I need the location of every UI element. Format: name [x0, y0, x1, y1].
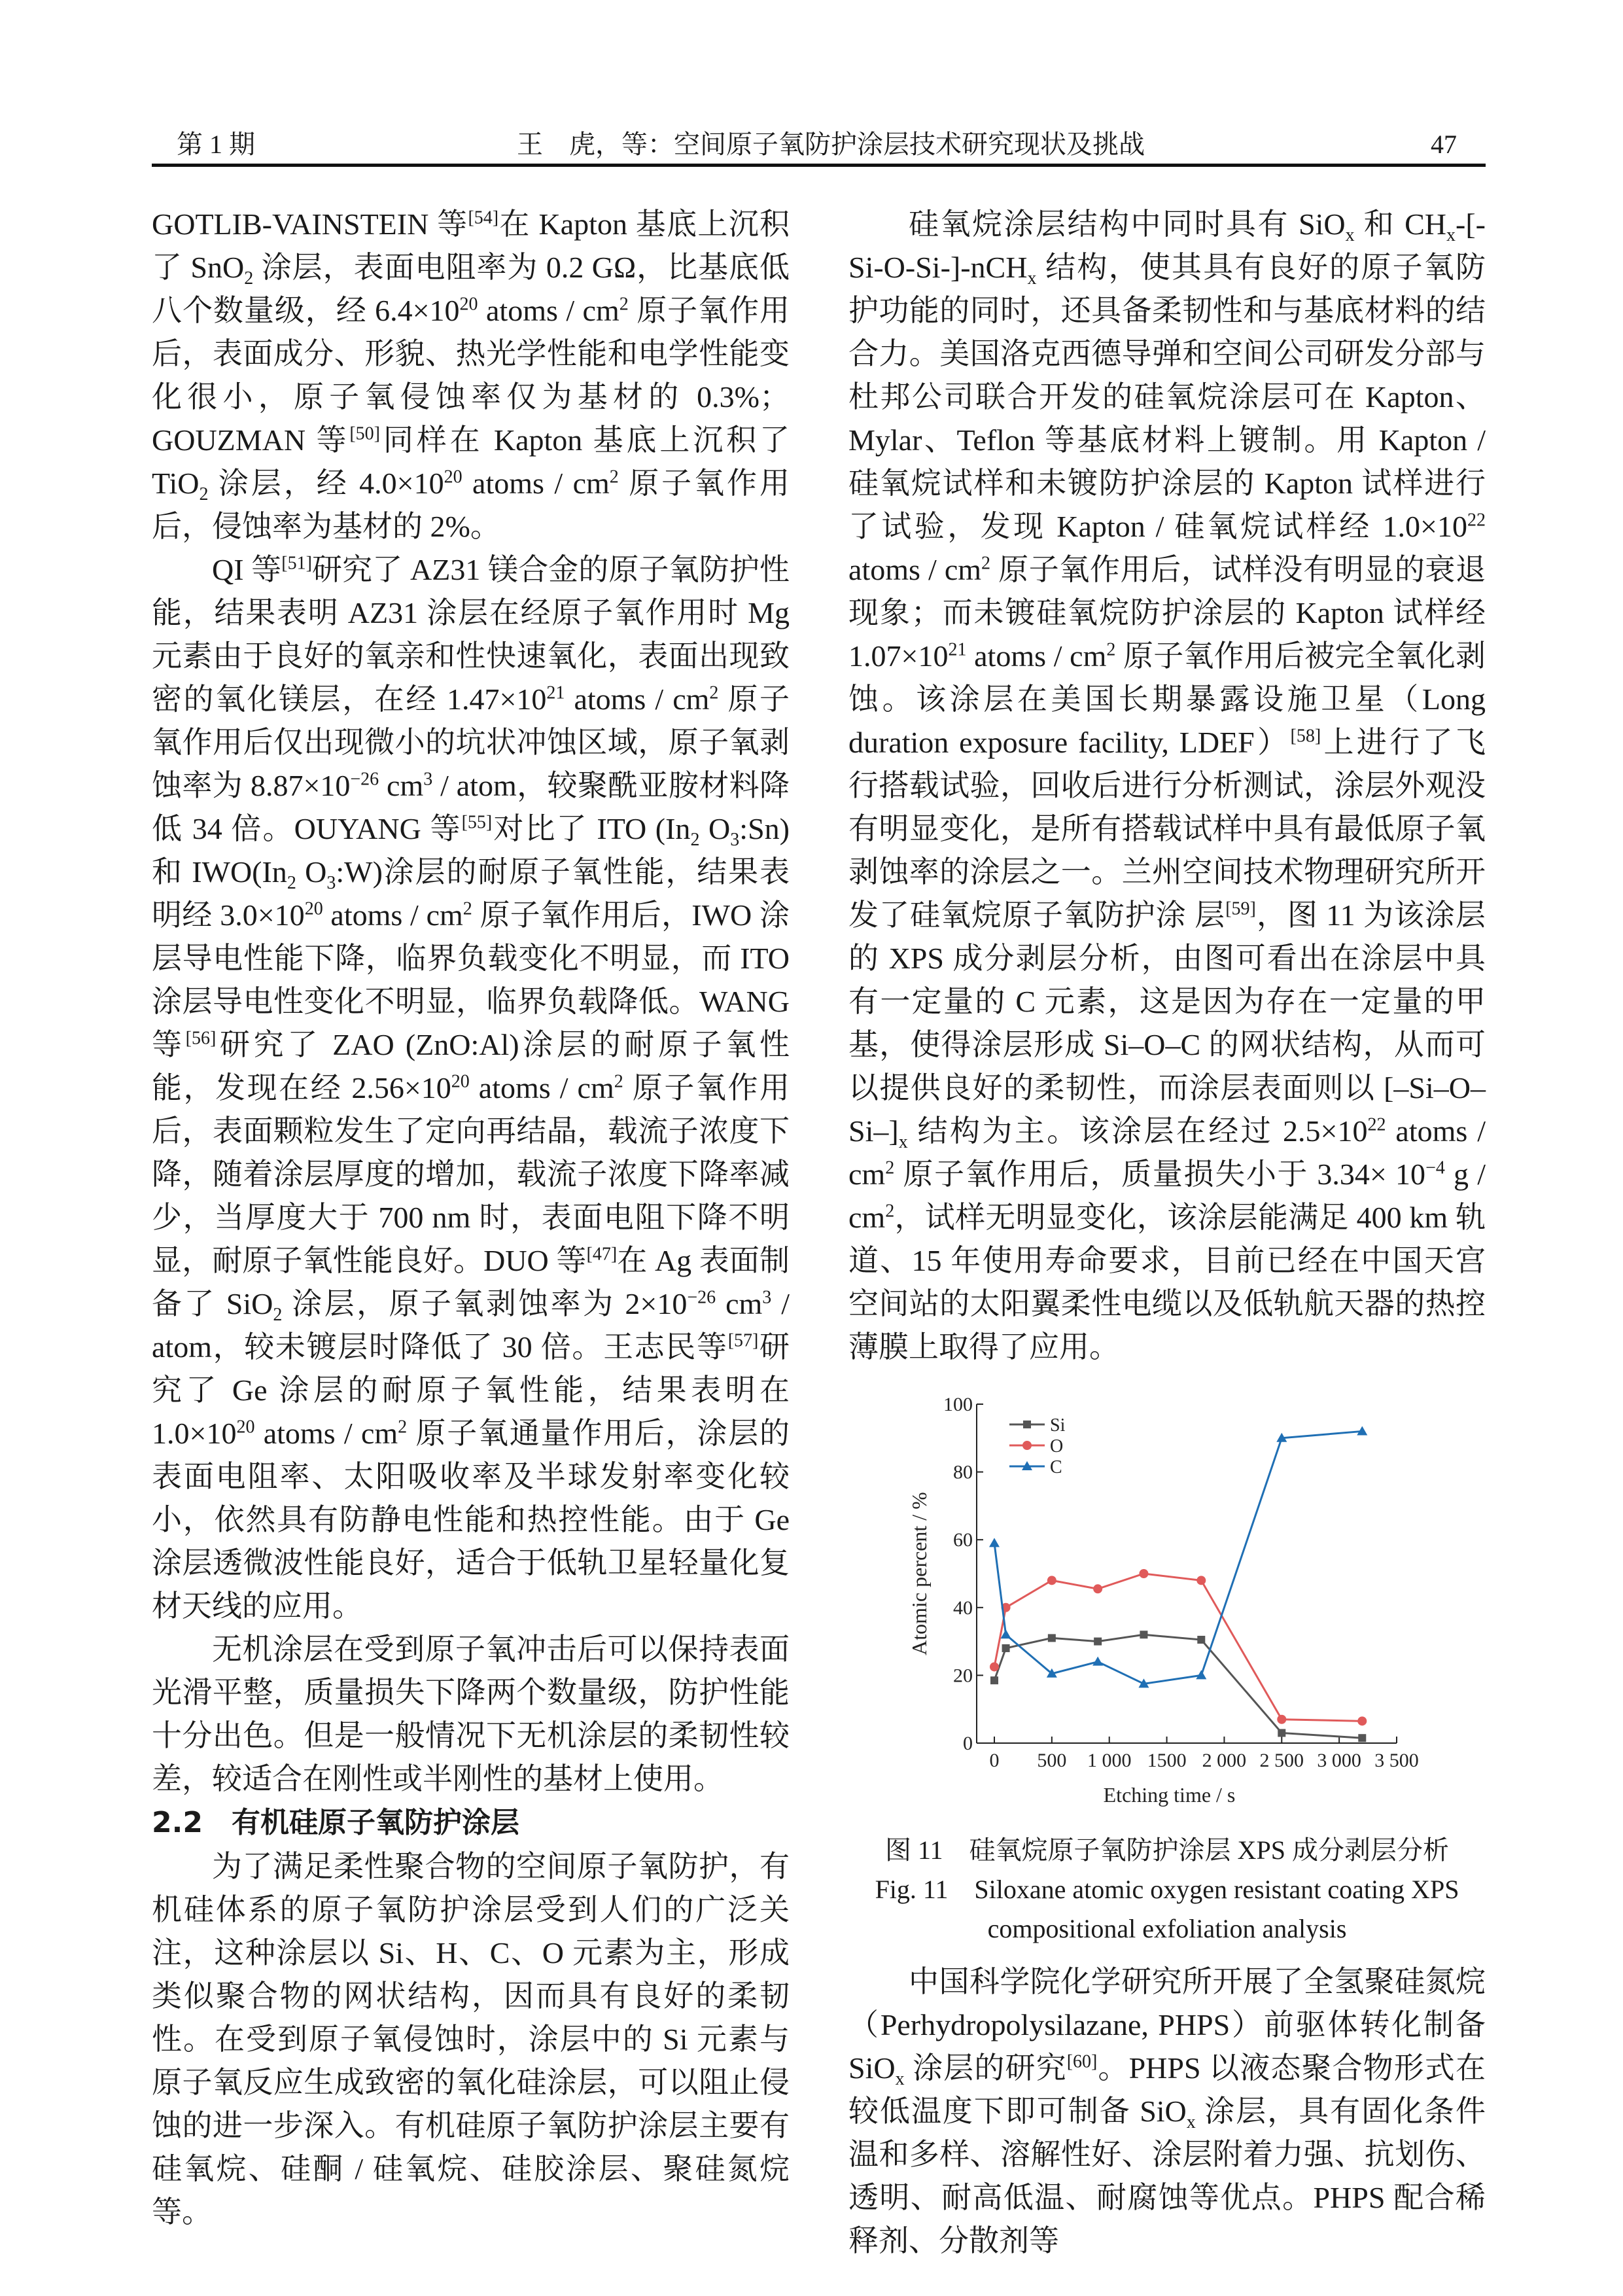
subscript: x	[895, 2069, 905, 2090]
legend-label-o: O	[1050, 1436, 1064, 1457]
superscript: [54]	[468, 207, 499, 228]
data-point-si	[1358, 1734, 1366, 1742]
legend-label-c: C	[1050, 1457, 1062, 1477]
right-column	[848, 203, 1486, 2263]
legend-marker-o	[1022, 1441, 1032, 1450]
y-tick-label: 60	[953, 1529, 973, 1551]
data-point-si	[1002, 1644, 1010, 1652]
superscript: −26	[687, 1287, 716, 1308]
data-point-o	[1357, 1716, 1367, 1725]
superscript: 2	[709, 682, 719, 703]
superscript: 22	[1367, 1114, 1386, 1135]
superscript: −26	[350, 769, 379, 790]
superscript: 2	[1106, 639, 1116, 660]
subscript: x	[1446, 225, 1456, 246]
superscript: [60]	[1066, 2051, 1098, 2072]
superscript: [56]	[185, 1028, 217, 1049]
superscript: 2	[981, 553, 991, 574]
data-point-o	[1047, 1576, 1056, 1585]
data-point-si	[1140, 1631, 1147, 1638]
data-point-si	[1048, 1634, 1056, 1642]
superscript: [59]	[1225, 898, 1256, 919]
x-tick-label: 0	[989, 1750, 1000, 1771]
y-tick-label: 0	[963, 1733, 973, 1754]
journal-issue: 第 1 期	[177, 130, 255, 159]
subscript: 2	[690, 830, 700, 851]
superscript: [50]	[349, 423, 380, 444]
superscript: [47]	[586, 1244, 618, 1265]
subscript: x	[1186, 2112, 1196, 2133]
data-point-c	[1196, 1670, 1206, 1679]
series-line-si	[994, 1634, 1362, 1738]
x-tick-label: 1500	[1147, 1750, 1187, 1771]
superscript: 2	[885, 1157, 895, 1178]
y-axis-title: Atomic percent / %	[907, 1492, 931, 1655]
paragraph-2: QI 等[51]研究了 AZ31 镁合金的原子氧防护性能，结果表明 AZ31 涂层在经原子氧作用时 Mg 元素由于良好的氧亲和性快速氧化，表面出现致密的氧化镁层，在经 $1.47\times 10^{21}$ atoms / $cm^2$ 原子氧作用后仅出现微小的坑状冲蚀区域，原子氧剥蚀率为 $8.87\times 10^{-26}$ $cm^3$ / atom，较聚酰亚胺材料降低 34 倍。OUYANG 等[55]对比了 ITO ($In_2$ $O_3:Sn$)和 $IWO(In_2$ $O_3:W$)涂层的耐原子氧性能，结果表明经 $3.0\times 10^{20}$ atoms / $cm^2$ 原子氧作用后，IWO 涂层导电性能下降，临界负载变化不明显，而 ITO 涂层导电性变化不明显，临界负载降低。WANG 等[56]研究了 ZAO (ZnO:Al)涂层的耐原子氧性能，发现在经 $2.56\times 10^{20}$ atoms / $cm^2$ 原子氧作用后，表面颗粒发生了定向再结晶，载流子浓度下降，随着涂层厚度的增加，载流子浓度下降率减少，当厚度大于 700 nm 时，表面电阻下降不明显，耐原子氧性能良好。DUO 等[47]在 Ag 表面制备了 SiO$_2$ 涂层，原子氧剥蚀率为 $2\times 10^{-26}$ $cm^3$ / atom，较未镀层时降低了 30 倍。王志民等[57]研究了 Ge 涂层的耐原子氧性能，结果表明在 $1.0\times 10^{20}$ atoms / $cm^2$ 原子氧通量作用后，涂层的表面电阻率、太阳吸收率及半球发射率变化较小，依然具有防静电性能和热控性能。由于 Ge 涂层透微波性能良好，适合于低轨卫星轻量化复材天线的应用。	[152, 553, 790, 1623]
data-point-o	[1196, 1576, 1206, 1585]
x-tick-label: 3 500	[1374, 1750, 1419, 1771]
superscript: 2	[462, 898, 472, 919]
data-point-o	[1093, 1584, 1102, 1593]
data-point-c	[1092, 1657, 1103, 1666]
x-tick-label: 3 000	[1317, 1750, 1361, 1771]
subscript: 2	[287, 873, 296, 894]
xps-depth-profile-chart	[903, 1382, 1439, 1827]
subscript: 2	[199, 484, 209, 505]
superscript: −4	[1425, 1157, 1445, 1178]
x-tick-label: 2 000	[1202, 1750, 1247, 1771]
superscript: 3	[762, 1287, 772, 1308]
legend-marker-si	[1023, 1421, 1031, 1428]
data-point-si	[1094, 1638, 1102, 1646]
superscript: [51]	[281, 553, 312, 574]
superscript: 2	[619, 294, 629, 315]
superscript: 2	[614, 1071, 623, 1092]
y-tick-label: 20	[953, 1665, 973, 1687]
y-tick-label: 40	[953, 1597, 973, 1619]
superscript: 3	[423, 769, 433, 790]
superscript: [55]	[461, 812, 493, 833]
figure-caption-en-1: Fig. 11 Siloxane atomic oxygen resistant coating XPS	[875, 1875, 1459, 1904]
subscript: x	[1027, 268, 1037, 289]
header-rule	[152, 164, 1486, 167]
subscript: x	[1345, 225, 1355, 246]
subscript: 3	[326, 873, 336, 894]
legend-label-si: Si	[1050, 1415, 1066, 1436]
section-heading: 2.2 有机硅原子氧防护涂层	[152, 1806, 519, 1839]
figure-caption-en-2: compositional exfoliation analysis	[987, 1914, 1347, 1943]
subscript: 3	[730, 830, 740, 851]
superscript: 20	[236, 1417, 255, 1438]
data-point-si	[990, 1676, 998, 1684]
superscript: [58]	[1290, 726, 1321, 747]
running-title: 王 虎，等：空间原子氧防护涂层技术研究现状及挑战	[517, 130, 1145, 159]
superscript: 20	[304, 898, 323, 919]
x-axis-title: Etching time / s	[1103, 1783, 1236, 1807]
paragraph-1: GOTLIB-VAINSTEIN 等[54]在 Kapton 基底上沉积了 SnO$_2$ 涂层，表面电阻率为 0.2 GΩ，比基底低八个数量级，经 $6.4\times 10^{20}$ atoms / $cm^2$ 原子氧作用后，表面成分、形貌、热光学性能和电学性能变化很小，原子氧侵蚀率仅为基材的 0.3%；GOUZMAN 等[50]同样在 Kapton 基底上沉积了 TiO$_2$ 涂层，经 $4.0\times 10^{20}$ atoms / $cm^2$ 原子氧作用后，侵蚀率为基材的 2%。	[152, 207, 790, 543]
paragraph-3: 无机涂层在受到原子氧冲击后可以保持表面光滑平整，质量损失下降两个数量级，防护性能十分出色。但是一般情况下无机涂层的柔韧性较差，较适合在刚性或半刚性的基材上使用。	[152, 1633, 790, 1795]
y-tick-label: 80	[953, 1461, 973, 1483]
data-point-o	[1277, 1715, 1286, 1724]
superscript: 21	[948, 639, 967, 660]
superscript: 20	[451, 1071, 470, 1092]
series-line-o	[994, 1574, 1362, 1721]
superscript: 20	[459, 294, 478, 315]
data-point-si	[1278, 1729, 1285, 1737]
y-tick-label: 100	[943, 1394, 973, 1415]
paragraph-6: 中国科学院化学研究所开展了全氢聚硅氮烷（Perhydropolysilazane, PHPS）前驱体转化制备 SiO$_x$ 涂层的研究[60]。PHPS 以液态聚合物形式在较低温度下即可制备 SiO$_x$ 涂层，具有固化条件温和多样、溶解性好、涂层附着力强、抗划伤、透明、耐高低温、耐腐蚀等优点。PHPS 配合稀释剂、分散剂等	[848, 1965, 1486, 2257]
paragraph-4: 为了满足柔性聚合物的空间原子氧防护，有机硅体系的原子氧防护涂层受到人们的广泛关注，这种涂层以 Si、H、C、O 元素为主，形成类似聚合物的网状结构，因而具有良好的柔韧性。在受到原子氧侵蚀时，涂层中的 Si 元素与原子氧反应生成致密的氧化硅涂层，可以阻止侵蚀的进一步深入。有机硅原子氧防护涂层主要有硅氧烷、硅酮 / 硅氧烷、硅胶涂层、聚硅氮烷等。	[152, 1850, 790, 2229]
x-tick-label: 1 000	[1087, 1750, 1132, 1771]
figure-caption-cn: 图 11 硅氧烷原子氧防护涂层 XPS 成分剥层分析	[885, 1835, 1449, 1865]
subscript: 2	[273, 1305, 283, 1326]
superscript: 20	[444, 467, 462, 487]
superscript: 2	[885, 1201, 895, 1222]
x-tick-label: 2 500	[1259, 1750, 1304, 1771]
subscript: 2	[244, 268, 254, 289]
superscript: 22	[1467, 510, 1486, 531]
page-number: 47	[1431, 130, 1457, 159]
paragraph-5: 硅氧烷涂层结构中同时具有 SiO$_x$ 和 $CH_x-[-Si-O-Si-]-nCH_x$ 结构，使其具有良好的原子氧防护功能的同时，还具备柔韧性和与基底材料的结合力。美国洛克西德导弹和空间公司研发分部与杜邦公司联合开发的硅氧烷涂层可在 Kapton、Mylar、Teflon 等基底材料上镀制。用 Kapton / 硅氧烷试样和未镀防护涂层的 Kapton 试样进行了试验，发现 Kapton / 硅氧烷试样经 $1.0\times 10^{22}$ atoms / $cm^2$ 原子氧作用后，试样没有明显的衰退现象；而未镀硅氧烷防护涂层的 Kapton 试样经 $1.07\times 10^{21}$ atoms / $cm^2$ 原子氧作用后被完全氧化剥蚀。该涂层在美国长期暴露设施卫星（Long duration exposure facility, LDEF）[58]上进行了飞行搭载试验，回收后进行分析测试，涂层外观没有明显变化，是所有搭载试样中具有最低原子氧剥蚀率的涂层之一。兰州空间技术物理研究所开发了硅氧烷原子氧防护涂 层[59]，图 11 为该涂层的 XPS 成分剥层分析，由图可看出在涂层中具有一定量的 C 元素，这是因为存在一定量的甲基，使得涂层形成 Si–O–C 的网状结构，从而可以提供良好的柔韧性，而涂层表面则以 $[-Si-O-Si-]_x$ 结构为主。该涂层在经过 $2.5\times 10^{22}$ atoms / $cm^2$ 原子氧作用后，质量损失小于 $3.34\times 10^{-4}$ g / $cm^2$，试样无明显变化，该涂层能满足 400 km 轨道、15 年使用寿命要求，目前已经在中国天宫空间站的太阳翼柔性电缆以及低轨航天器的热控薄膜上取得了应用。	[848, 207, 1486, 1364]
data-point-o	[1139, 1569, 1148, 1578]
x-tick-label: 500	[1037, 1750, 1067, 1771]
superscript: 21	[546, 682, 565, 703]
data-point-c	[989, 1538, 1000, 1547]
left-column	[152, 203, 790, 2234]
superscript: 2	[609, 467, 619, 487]
subscript: x	[898, 1132, 908, 1153]
data-point-o	[990, 1662, 999, 1671]
superscript: 2	[398, 1417, 408, 1438]
data-point-si	[1197, 1636, 1205, 1644]
superscript: [57]	[727, 1330, 759, 1351]
